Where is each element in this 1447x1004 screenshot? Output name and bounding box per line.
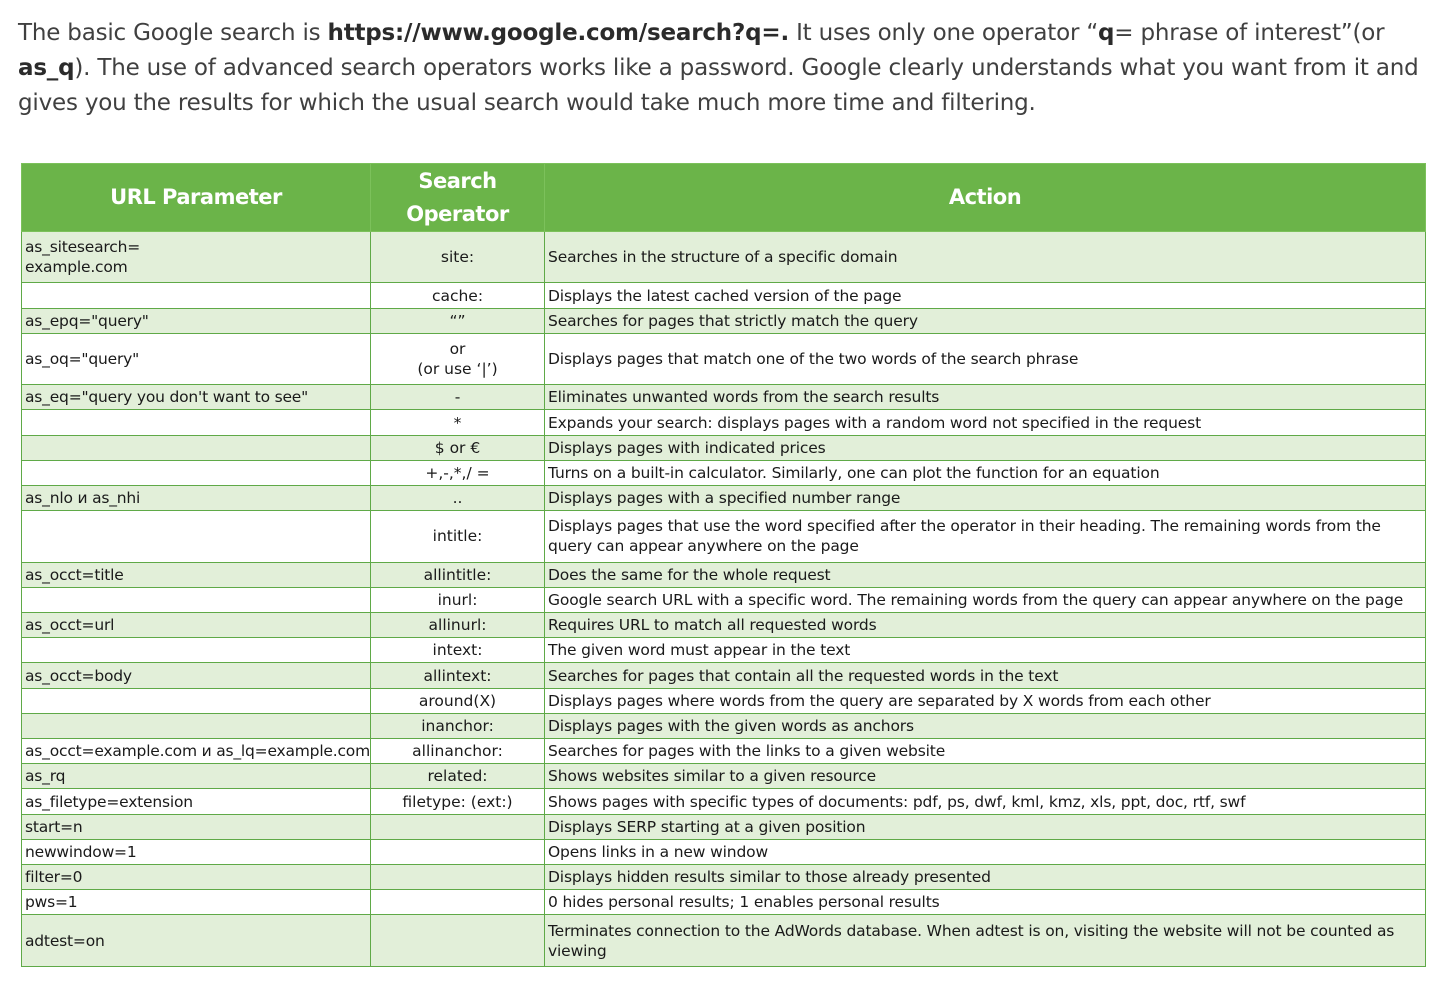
- table-row: [22, 283, 1426, 308]
- cell-action: Searches for pages that strictly match the query: [545, 308, 1426, 333]
- cell-param: as_occt=title: [22, 562, 371, 587]
- cell-action: Expands your search: displays pages with a random word not specified in the request: [545, 410, 1426, 435]
- header-action: Action: [545, 164, 1426, 232]
- cell-operator: *: [371, 410, 545, 435]
- cell-action: Displays pages with a specified number range: [545, 486, 1426, 511]
- cell-action: Displays SERP starting at a given position: [545, 814, 1426, 839]
- cell-action: Eliminates unwanted words from the search results: [545, 385, 1426, 410]
- table-row: [22, 839, 1426, 864]
- cell-param: [22, 587, 371, 612]
- intro-paragraph: [18, 16, 1428, 121]
- param-line2: example.com: [25, 258, 128, 277]
- cell-param: [22, 460, 371, 485]
- cell-operator: [371, 865, 545, 890]
- table-row: [22, 814, 1426, 839]
- cell-action: [545, 915, 1426, 967]
- cell-operator: site:: [371, 232, 545, 283]
- action-line2: viewing: [548, 941, 607, 960]
- cell-operator: [371, 814, 545, 839]
- table-row: [22, 638, 1426, 663]
- header-op-line1: Search: [418, 168, 497, 193]
- cell-param: as_rq: [22, 764, 371, 789]
- cell-operator: inurl:: [371, 587, 545, 612]
- cell-param: adtest=on: [22, 915, 371, 967]
- cell-operator: [371, 890, 545, 915]
- cell-operator: around(X): [371, 688, 545, 713]
- cell-action: Shows pages with specific types of documents: pdf, ps, dwf, kml, kmz, xls, ppt, doc, rtf, swf: [545, 789, 1426, 814]
- cell-param: start=n: [22, 814, 371, 839]
- param-line1: as_sitesearch=: [25, 238, 140, 257]
- header-search-operator: [371, 164, 545, 232]
- table-row: [22, 713, 1426, 738]
- cell-operator: cache:: [371, 283, 545, 308]
- cell-param: [22, 283, 371, 308]
- cell-param: as_epq="query": [22, 308, 371, 333]
- table-row: [22, 232, 1426, 283]
- intro-url: https://www.google.com/search?q=.: [327, 20, 789, 46]
- intro-text-1: The basic Google search is: [18, 20, 328, 46]
- cell-operator: $ or €: [371, 435, 545, 460]
- header-op-line2: Operator: [406, 201, 509, 226]
- action-line1: Displays pages that use the word specified after the operator in their heading. The remaining words from the: [548, 517, 1381, 536]
- cell-param: as_filetype=extension: [22, 789, 371, 814]
- table-row: [22, 587, 1426, 612]
- table-row: [22, 385, 1426, 410]
- cell-action: [545, 511, 1426, 562]
- cell-param: filter=0: [22, 865, 371, 890]
- table-row: [22, 688, 1426, 713]
- cell-action: The given word must appear in the text: [545, 638, 1426, 663]
- operators-table-container: [21, 163, 1425, 967]
- cell-action: Shows websites similar to a given resource: [545, 764, 1426, 789]
- cell-action: Turns on a built-in calculator. Similarly, one can plot the function for an equation: [545, 460, 1426, 485]
- cell-operator: related:: [371, 764, 545, 789]
- table-row: [22, 410, 1426, 435]
- cell-param: [22, 638, 371, 663]
- intro-text-4: ). The use of advanced search operators works like a password. Google clearly understands what you want from it and gives you the results for which the usual search would take much more time and filtering.: [18, 55, 1419, 116]
- cell-action: Google search URL with a specific word. The remaining words from the query can appear anywhere on the page: [545, 587, 1426, 612]
- cell-action: Searches for pages with the links to a given website: [545, 739, 1426, 764]
- cell-operator: “”: [371, 308, 545, 333]
- table-row: [22, 890, 1426, 915]
- cell-param: [22, 435, 371, 460]
- table-row: [22, 613, 1426, 638]
- table-row: [22, 865, 1426, 890]
- action-line1: Terminates connection to the AdWords database. When adtest is on, visiting the website will not be counted as: [548, 921, 1395, 940]
- cell-action: Displays pages with indicated prices: [545, 435, 1426, 460]
- cell-operator: +,-,*,/ =: [371, 460, 545, 485]
- cell-operator: intitle:: [371, 511, 545, 562]
- cell-param: as_eq="query you don't want to see": [22, 385, 371, 410]
- cell-param: as_nlo и as_nhi: [22, 486, 371, 511]
- op-line1: or: [449, 340, 466, 359]
- table-header-row: [22, 164, 1426, 232]
- intro-text-2: It uses only one operator “: [788, 20, 1099, 46]
- cell-operator: [371, 839, 545, 864]
- op-line2: (or use ‘|’): [417, 360, 498, 379]
- cell-action: Displays pages where words from the query are separated by X words from each other: [545, 688, 1426, 713]
- table-row: [22, 308, 1426, 333]
- cell-operator: [371, 333, 545, 384]
- intro-as-q: as_q: [18, 55, 75, 81]
- cell-param: newwindow=1: [22, 839, 371, 864]
- action-line2: query can appear anywhere on the page: [548, 537, 859, 556]
- intro-text-3: = phrase of interest”(or: [1114, 20, 1385, 46]
- table-row: [22, 486, 1426, 511]
- cell-operator: allintitle:: [371, 562, 545, 587]
- cell-operator: [371, 915, 545, 967]
- cell-action: Searches for pages that contain all the requested words in the text: [545, 663, 1426, 688]
- cell-operator: filetype: (ext:): [371, 789, 545, 814]
- cell-param: as_occt=url: [22, 613, 371, 638]
- cell-param: [22, 410, 371, 435]
- cell-operator: -: [371, 385, 545, 410]
- cell-action: Displays pages with the given words as anchors: [545, 713, 1426, 738]
- cell-operator: ..: [371, 486, 545, 511]
- cell-action: Displays pages that match one of the two words of the search phrase: [545, 333, 1426, 384]
- operators-table: [21, 163, 1426, 967]
- table-row: [22, 663, 1426, 688]
- cell-action: 0 hides personal results; 1 enables personal results: [545, 890, 1426, 915]
- cell-operator: allintext:: [371, 663, 545, 688]
- cell-param: [22, 688, 371, 713]
- cell-operator: intext:: [371, 638, 545, 663]
- cell-param: [22, 232, 371, 283]
- cell-param: [22, 511, 371, 562]
- cell-action: Opens links in a new window: [545, 839, 1426, 864]
- header-url-parameter: URL Parameter: [22, 164, 371, 232]
- table-row: [22, 460, 1426, 485]
- cell-action: Displays the latest cached version of the page: [545, 283, 1426, 308]
- cell-param: as_occt=example.com и as_lq=example.com: [22, 739, 371, 764]
- intro-q: q: [1098, 20, 1115, 46]
- cell-operator: allinurl:: [371, 613, 545, 638]
- cell-operator: inanchor:: [371, 713, 545, 738]
- cell-param: as_occt=body: [22, 663, 371, 688]
- table-row: [22, 739, 1426, 764]
- cell-action: Requires URL to match all requested words: [545, 613, 1426, 638]
- table-row: [22, 915, 1426, 967]
- cell-param: pws=1: [22, 890, 371, 915]
- table-row: [22, 764, 1426, 789]
- cell-param: [22, 713, 371, 738]
- table-row: [22, 435, 1426, 460]
- cell-action: Does the same for the whole request: [545, 562, 1426, 587]
- table-row: [22, 789, 1426, 814]
- table-row: [22, 511, 1426, 562]
- cell-action: Searches in the structure of a specific domain: [545, 232, 1426, 283]
- cell-param: as_oq="query": [22, 333, 371, 384]
- cell-operator: allinanchor:: [371, 739, 545, 764]
- table-row: [22, 333, 1426, 384]
- table-row: [22, 562, 1426, 587]
- cell-action: Displays hidden results similar to those already presented: [545, 865, 1426, 890]
